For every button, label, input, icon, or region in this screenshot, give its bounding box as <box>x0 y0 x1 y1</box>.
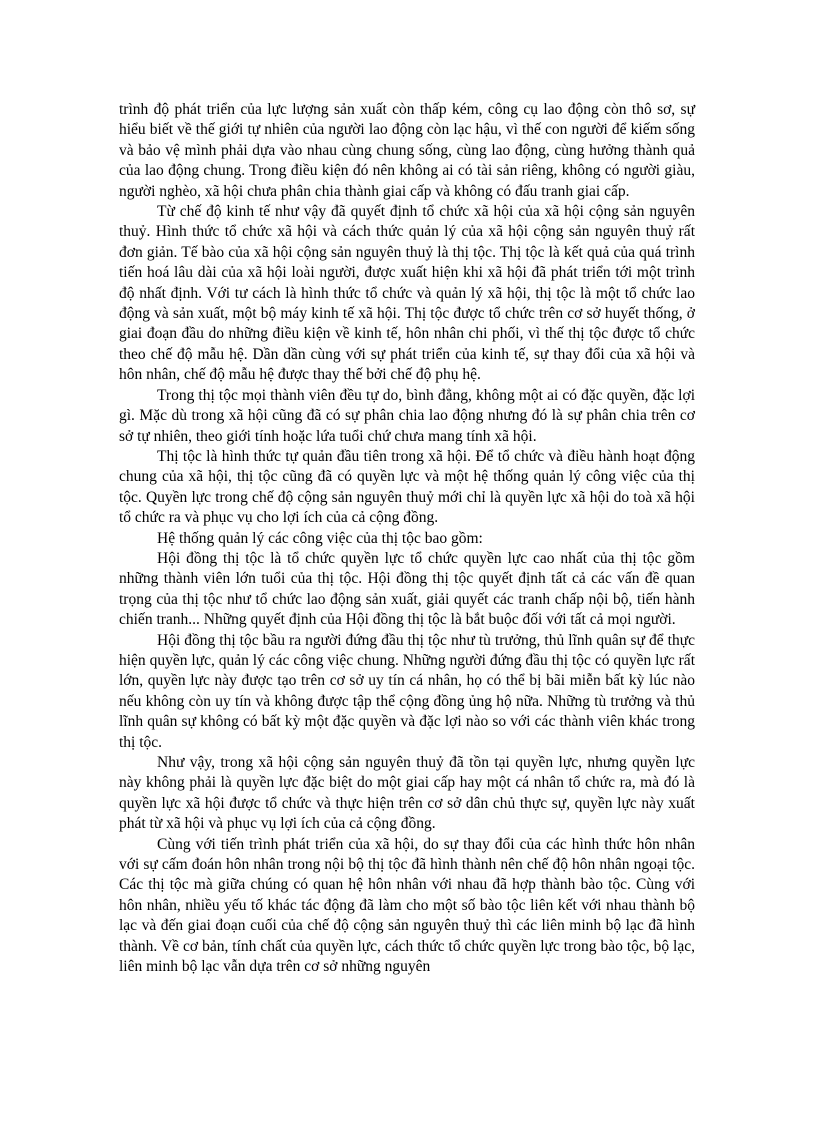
paragraph-6: Hội đồng thị tộc là tổ chức quyền lực tổ chức quyền lực cao nhất của thị tộc gồm những thành viên lớn tuổi của thị tộc. Hội đồng thị tộc quyết định tất cả các vấn đề quan trọng của thị tộc như tổ chức lao động sản xuất, giải quyết các tranh chấp nội bộ, tiến hành chiến tranh... Những quyết định của Hội đồng thị tộc là bắt buộc đối với tất cả mọi người. <box>119 549 695 629</box>
paragraph-1: trình độ phát triển của lực lượng sản xuất còn thấp kém, công cụ lao động còn thô sơ, sự hiểu biết về thế giới tự nhiên của người lao động còn lạc hậu, vì thế con người để kiếm sống và bảo vệ mình phải dựa vào nhau cùng chung sống, cùng lao động, cùng hưởng thành quả của lao động chung. Trong điều kiện đó nên không ai có tài sản riêng, không có người giàu, người nghèo, xã hội chưa phân chia thành giai cấp và không có đấu tranh giai cấp. <box>119 101 695 200</box>
paragraph-3: Trong thị tộc mọi thành viên đều tự do, bình đẳng, không một ai có đặc quyền, đặc lợi gì. Mặc dù trong xã hội cũng đã có sự phân chia lao động nhưng đó là sự phân chia trên cơ sở tự nhiên, theo giới tính hoặc lứa tuổi chứ chưa mang tính xã hội. <box>119 386 695 445</box>
paragraph-5: Hệ thống quản lý các công việc của thị tộc bao gồm: <box>157 529 483 547</box>
document-page <box>119 100 695 977</box>
paragraph-9: Cùng với tiến trình phát triển của xã hội, do sự thay đổi của các hình thức hôn nhân với sự cấm đoán hôn nhân trong nội bộ thị tộc đã hình thành nên chế độ hôn nhân ngoại tộc. Các thị tộc mà giữa chúng có quan hệ hôn nhân với nhau đã hợp thành bào tộc. Cùng với hôn nhân, nhiều yếu tố khác tác động đã làm cho một số bào tộc liên kết với nhau thành bộ lạc và đến giai đoạn cuối của chế độ cộng sản nguyên thuỷ thì các liên minh bộ lạc đã hình thành. Về cơ bản, tính chất của quyền lực, cách thức tổ chức quyền lực trong bào tộc, bộ lạc, liên minh bộ lạc vẫn dựa trên cơ sở những nguyên <box>119 835 695 976</box>
paragraph-2: Từ chế độ kinh tế như vậy đã quyết định tổ chức xã hội của xã hội cộng sản nguyên thuỷ. Hình thức tổ chức xã hội và cách thức quản lý của xã hội cộng sản nguyên thuỷ rất đơn giản. Tế bào của xã hội cộng sản nguyên thuỷ là thị tộc. Thị tộc là kết quả của quá trình tiến hoá lâu dài của xã hội loài người, được xuất hiện khi xã hội đã phát triển tới một trình độ nhất định. Với tư cách là hình thức tổ chức và quản lý xã hội, thị tộc là một tổ chức lao động và sản xuất, một bộ máy kinh tế xã hội. Thị tộc được tổ chức trên cơ sở huyết thống, ở giai đoạn đầu do những điều kiện về kinh tế, hôn nhân chi phối, vì thế thị tộc được tổ chức theo chế độ mẫu hệ. Dần dần cùng với sự phát triển của kinh tế, sự thay đổi của xã hội và hôn nhân, chế độ mẫu hệ được thay thế bởi chế độ phụ hệ. <box>119 203 695 384</box>
paragraph-7: Hội đồng thị tộc bầu ra người đứng đầu thị tộc như tù trưởng, thủ lĩnh quân sự để thực hiện quyền lực, quản lý các công việc chung. Những người đứng đầu thị tộc có quyền lực rất lớn, quyền lực này được tạo trên cơ sở uy tín cá nhân, họ có thể bị bãi miễn bất kỳ lúc nào nếu không còn uy tín và không được tập thể cộng đồng ủng hộ nữa. Những tù trưởng và thủ lĩnh quân sự không có bất kỳ một đặc quyền và đặc lợi nào so với các thành viên khác trong thị tộc. <box>119 631 695 751</box>
paragraph-8: Như vậy, trong xã hội cộng sản nguyên thuỷ đã tồn tại quyền lực, nhưng quyền lực này không phải là quyền lực đặc biệt do một giai cấp hay một cá nhân tổ chức ra, mà đó là quyền lực xã hội được tổ chức và thực hiện trên cơ sở dân chủ thực sự, quyền lực này xuất phát từ xã hội và phục vụ lợi ích của cả cộng đồng. <box>119 754 695 833</box>
paragraph-4: Thị tộc là hình thức tự quản đầu tiên trong xã hội. Để tổ chức và điều hành hoạt động chung của xã hội, thị tộc cũng đã có quyền lực và một hệ thống quản lý công việc của thị tộc. Quyền lực trong chế độ cộng sản nguyên thuỷ mới chỉ là quyền lực xã hội do toà xã hội tổ chức ra và phục vụ cho lợi ích của cả cộng đồng. <box>119 447 695 527</box>
